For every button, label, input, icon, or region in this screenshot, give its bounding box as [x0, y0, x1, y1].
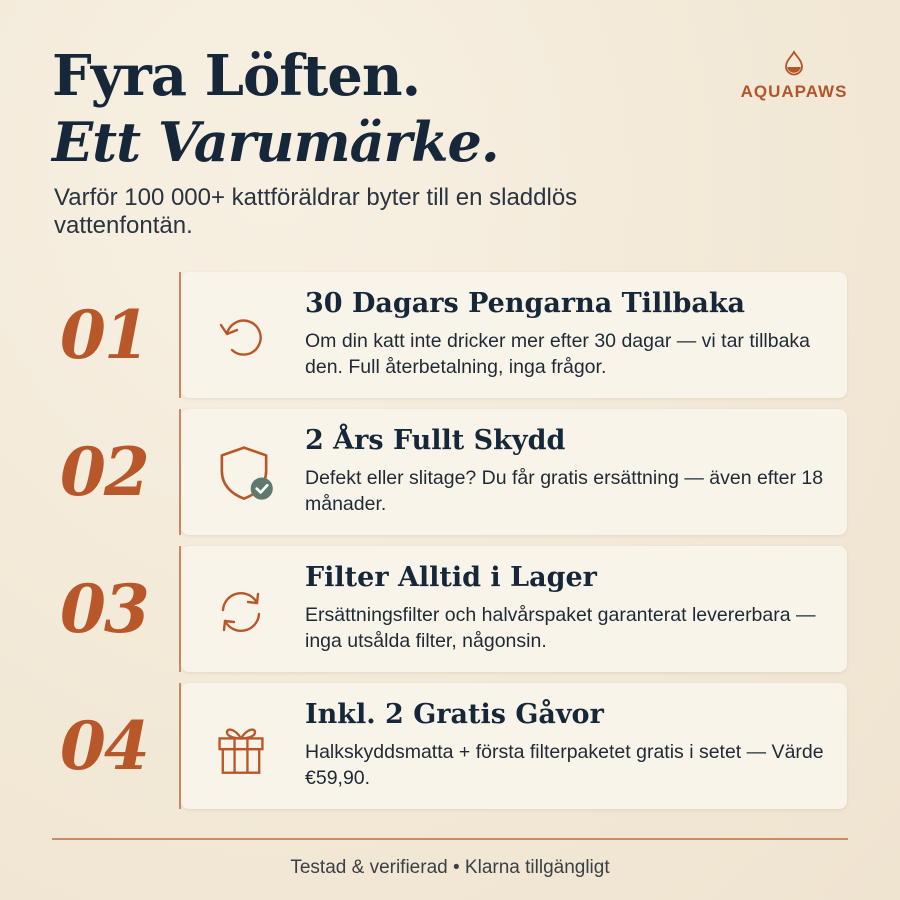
promise-number: 01 — [60, 296, 148, 374]
promise-number: 02 — [60, 433, 148, 511]
promise-description: Halkskyddsmatta + första filterpaketet gratis i setet — Värde €59,90. — [305, 741, 824, 789]
brand-name: AQUAPAWS — [740, 82, 848, 101]
promise-description: Defekt eller slitage? Du får gratis ersättning — även efter 18 månader. — [305, 467, 824, 515]
promise-description: Ersättningsfilter och halvårspaket garanterat levererbara — inga utsålda filter, någonsin. — [305, 604, 816, 652]
refresh-icon — [213, 584, 269, 640]
subtitle: Varför 100 000+ kattföräldrar byter till en sladdlös vattenfontän. — [54, 184, 578, 239]
gift-icon — [211, 717, 271, 777]
promise-card — [181, 546, 847, 672]
promise-card — [181, 272, 847, 398]
promise-title: 2 Års Fullt Skydd — [305, 425, 566, 456]
promise-description: Om din katt inte dricker mer efter 30 dagar — vi tar tillbaka den. Full återbetalning, inga frågor. — [305, 330, 811, 378]
headline-line-2: Ett Varumärke. — [52, 110, 499, 174]
promise-number: 04 — [60, 707, 148, 785]
footer-text: Testad & verifierad • Klarna tillgängligt — [290, 857, 610, 878]
promise-title: Filter Alltid i Lager — [305, 562, 597, 593]
promise-number: 03 — [60, 570, 148, 648]
promise-card — [181, 683, 847, 809]
headline-line-1: Fyra Löften. — [52, 43, 421, 109]
shield-check-icon — [213, 441, 275, 503]
brand-logo — [736, 50, 852, 102]
promise-title: 30 Dagars Pengarna Tillbaka — [305, 288, 746, 319]
footer-divider — [52, 838, 848, 840]
undo-arrow-icon — [213, 310, 269, 366]
promise-card — [181, 409, 847, 535]
water-drop-icon — [783, 50, 805, 76]
promise-title: Inkl. 2 Gratis Gåvor — [305, 699, 604, 730]
